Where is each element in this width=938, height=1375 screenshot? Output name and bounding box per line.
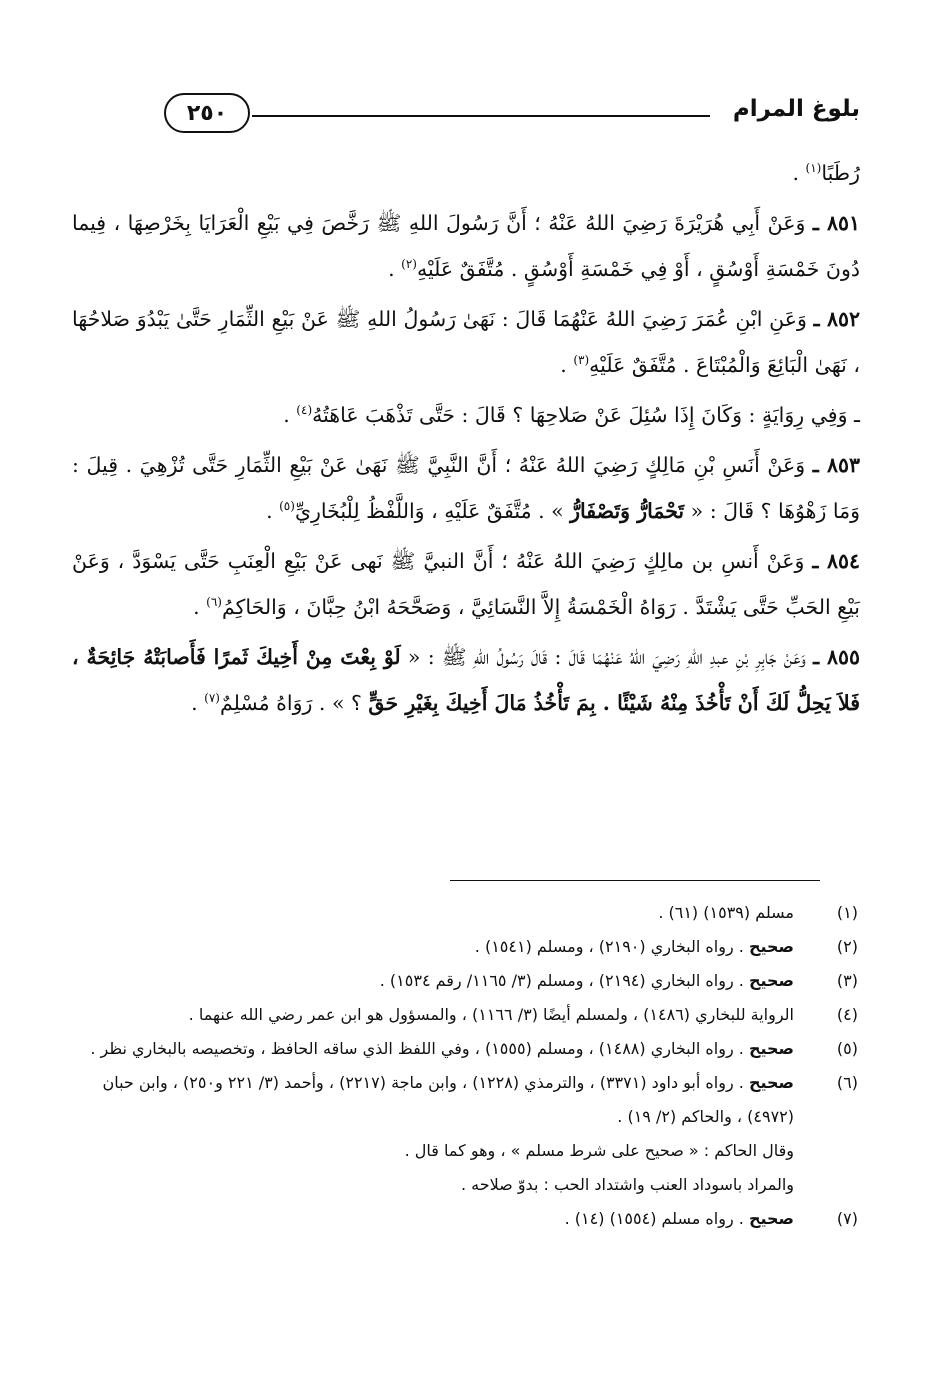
footnote-text: الرواية للبخاري (١٤٨٦) ، ولمسلم أيضًا (٣/ ١١٦٦) ، والمسؤول هو ابن عمر رضي الله عنهما . [188,1005,794,1024]
footnote-text: مسلم (١٥٣٩) (٦١) . [658,903,794,922]
footnote-6 [78,1066,858,1134]
footnote-ref: (٣) [573,353,590,368]
hadith-854 [72,538,860,630]
footnote-text: . رواه البخاري (٢١٩٤) ، ومسلم (٣/ ١١٦٥/ رقم ١٥٣٤) . [379,971,749,990]
hadith-quote: تَحْمَارُّ وَتَصْفَارُّ [570,499,685,523]
footnote-6-hakim: وقال الحاكم : « صحيح على شرط مسلم » ، وهو كما قال . [404,1141,794,1160]
hadith-number: ٨٥٣ ـ [812,453,860,477]
footnote-text: . رواه مسلم (١٥٥٤) (١٤) . [564,1209,749,1228]
footnote-grade: صحيح [748,1073,794,1092]
footnote-text: . رواه البخاري (٢١٩٠) ، ومسلم (١٥٤١) . [474,937,749,956]
footnote-1 [78,896,858,930]
footnote-grade: صحيح [748,1039,794,1058]
footnotes [78,896,858,1236]
hadith-number: ٨٥١ ـ [812,211,860,235]
hadith-text-2: » . مُتَّفَقٌ عَلَيْهِ ، وَاللَّفْظُ لِلْبُخَارِيِّ [294,499,571,523]
hadith-text: وَعَنْ جَابِرِ بْنِ عبدِ اللهِ رَضِيَ اللهُ عَنْهُمَا قَالَ : قَالَ رَسُولُ اللهِ ﷺ : « [400,645,814,669]
footnote-ref: (٧) [204,691,220,706]
page-number: ٢٥٠ [164,93,250,133]
footnote-number: (١) [836,903,858,922]
footnote-5 [78,1032,858,1066]
hadith-853 [72,442,860,534]
continuation-text: رُطَبًا [821,161,860,185]
footnote-2 [78,930,858,964]
hadith-text: وَعَنْ أَنَسِ بْنِ مَالِكٍ رَضِيَ اللهُ عَنْهُ ؛ أَنَّ النَّبِيَّ ﷺ نَهَىٰ عَنْ بَيْعِ الثِّمَارِ حَتَّى تُزْهِيَ . قِيلَ : وَمَا زَهْوُهَا ؟ قَالَ : « [72,453,860,523]
hadith-end: . [193,595,207,619]
hadith-end: . [283,403,297,427]
page-header [80,88,860,138]
continuation-end: . [792,161,806,185]
footnote-grade: صحيح [748,937,794,956]
footnote-number: (٢) [836,937,858,956]
footnote-number: (٤) [836,1005,858,1024]
footnote-ref: (٦) [206,595,222,610]
hadith-text: ـ وَفِي رِوَايَةٍ : وَكَانَ إِذَا سُئِلَ عَنْ صَلاحِهَا ؟ قَالَ : حَتَّى تَذْهَبَ عَاهَتُهُ [312,403,860,427]
footnote-7 [78,1202,858,1236]
footnote-number: (٣) [836,971,858,990]
hadith-quote: لَوْ بِعْتَ مِنْ أَخِيكَ ثَمرًا فَأَصابَتْهُ جَائِحَةٌ ، فَلاَ يَحِلُّ لَكَ أَنْ تَأْخُذَ مِنْهُ شَيْئًا . بِمَ تَأْخُذُ مَالَ أَخِيكَ بِغَيْرِ حَقٍّ [72,645,860,715]
footnote-3 [78,964,858,998]
hadith-number: ٨٥٤ ـ [812,549,860,573]
continuation-line [72,150,860,196]
hadith-end: . [388,257,402,281]
hadith-855 [72,634,860,726]
book-title: بلوغ المرام [732,96,860,122]
hadith-852 [72,296,860,388]
footnote-ref: (١) [805,161,822,176]
footnote-4 [78,998,858,1032]
footnote-separator [450,880,820,881]
footnote-number: (٦) [836,1073,858,1092]
hadith-text: وَعَنْ أَنسِ بن مالِكٍ رَضِيَ اللهُ عَنْهُ ؛ أَنَّ النبيَّ ﷺ نَهى عَنْ بَيْعِ الْعِنَبِ حَتَّى يَسْوَدَّ ، وَعَنْ بَيْعِ الحَبِّ حَتَّى يَشْتَدَّ . رَوَاهُ الْخَمْسَةُ إِلاَّ النَّسَائِيَّ ، وَصَحَّحَهُ ابْنُ حِبَّانَ ، وَالحَاكِمُ [72,549,860,619]
hadith-number: ٨٥٥ ـ [813,645,861,669]
footnote-ref: (٢) [401,257,417,272]
footnote-ref: (٥) [279,499,295,514]
header-rule [252,115,710,117]
footnote-number: (٧) [836,1209,858,1228]
hadith-text: وَعَنِ ابْنِ عُمَرَ رَضِيَ اللهُ عَنْهُمَا قَالَ : نَهَىٰ رَسُولُ اللهِ ﷺ عَنْ بَيْعِ الثِّمَارِ حَتَّىٰ يَبْدُوَ صَلاحُهَا ، نَهَىٰ الْبَائِعَ وَالْمُبْتَاعَ . مُتَّفَقٌ عَلَيْهِ [72,307,860,377]
footnote-6-meaning: والمراد باسوداد العنب واشتداد الحب : بدوّ صلاحه . [460,1175,794,1194]
footnote-number: (٥) [836,1039,858,1058]
footnote-text: . رواه أبو داود (٣٣٧١) ، والترمذي (١٢٢٨) ، وابن ماجة (٢٢١٧) ، وأحمد (٣/ ٢٢١ و٢٥٠) ، وابن حبان (٤٩٧٢) ، والحاكم (٢/ ١٩) . [102,1073,794,1126]
hadith-end: . [560,353,574,377]
footnote-grade: صحيح [748,971,794,990]
footnote-grade: صحيح [748,1209,794,1228]
hadith-end: . [266,499,280,523]
hadith-number: ٨٥٢ ـ [813,307,860,331]
hadith-text: وَعَنْ أَبِي هُرَيْرَةَ رَضِيَ اللهُ عَنْهُ ؛ أَنَّ رَسُولَ اللهِ ﷺ رَخَّصَ فِي بَيْعِ الْعَرَايَا بِخَرْصِهَا ، فِيما دُونَ خَمْسَةِ أَوْسُقٍ ، أَوْ فِي خَمْسَةِ أَوْسُقٍ . مُتَّفَقٌ عَلَيْهِ [72,211,860,281]
hadith-852-riwaya [72,392,860,438]
hadith-end: . [191,691,205,715]
main-text [72,150,860,730]
footnote-text: . رواه البخاري (١٤٨٨) ، ومسلم (١٥٥٥) ، وفي اللفظ الذي ساقه الحافظ ، وتخصيصه بالبخاري نظر . [90,1039,749,1058]
footnote-ref: (٤) [296,403,313,418]
hadith-851 [72,200,860,292]
hadith-text-2: ؟ » . رَوَاهُ مُسْلِمٌ [219,691,369,715]
